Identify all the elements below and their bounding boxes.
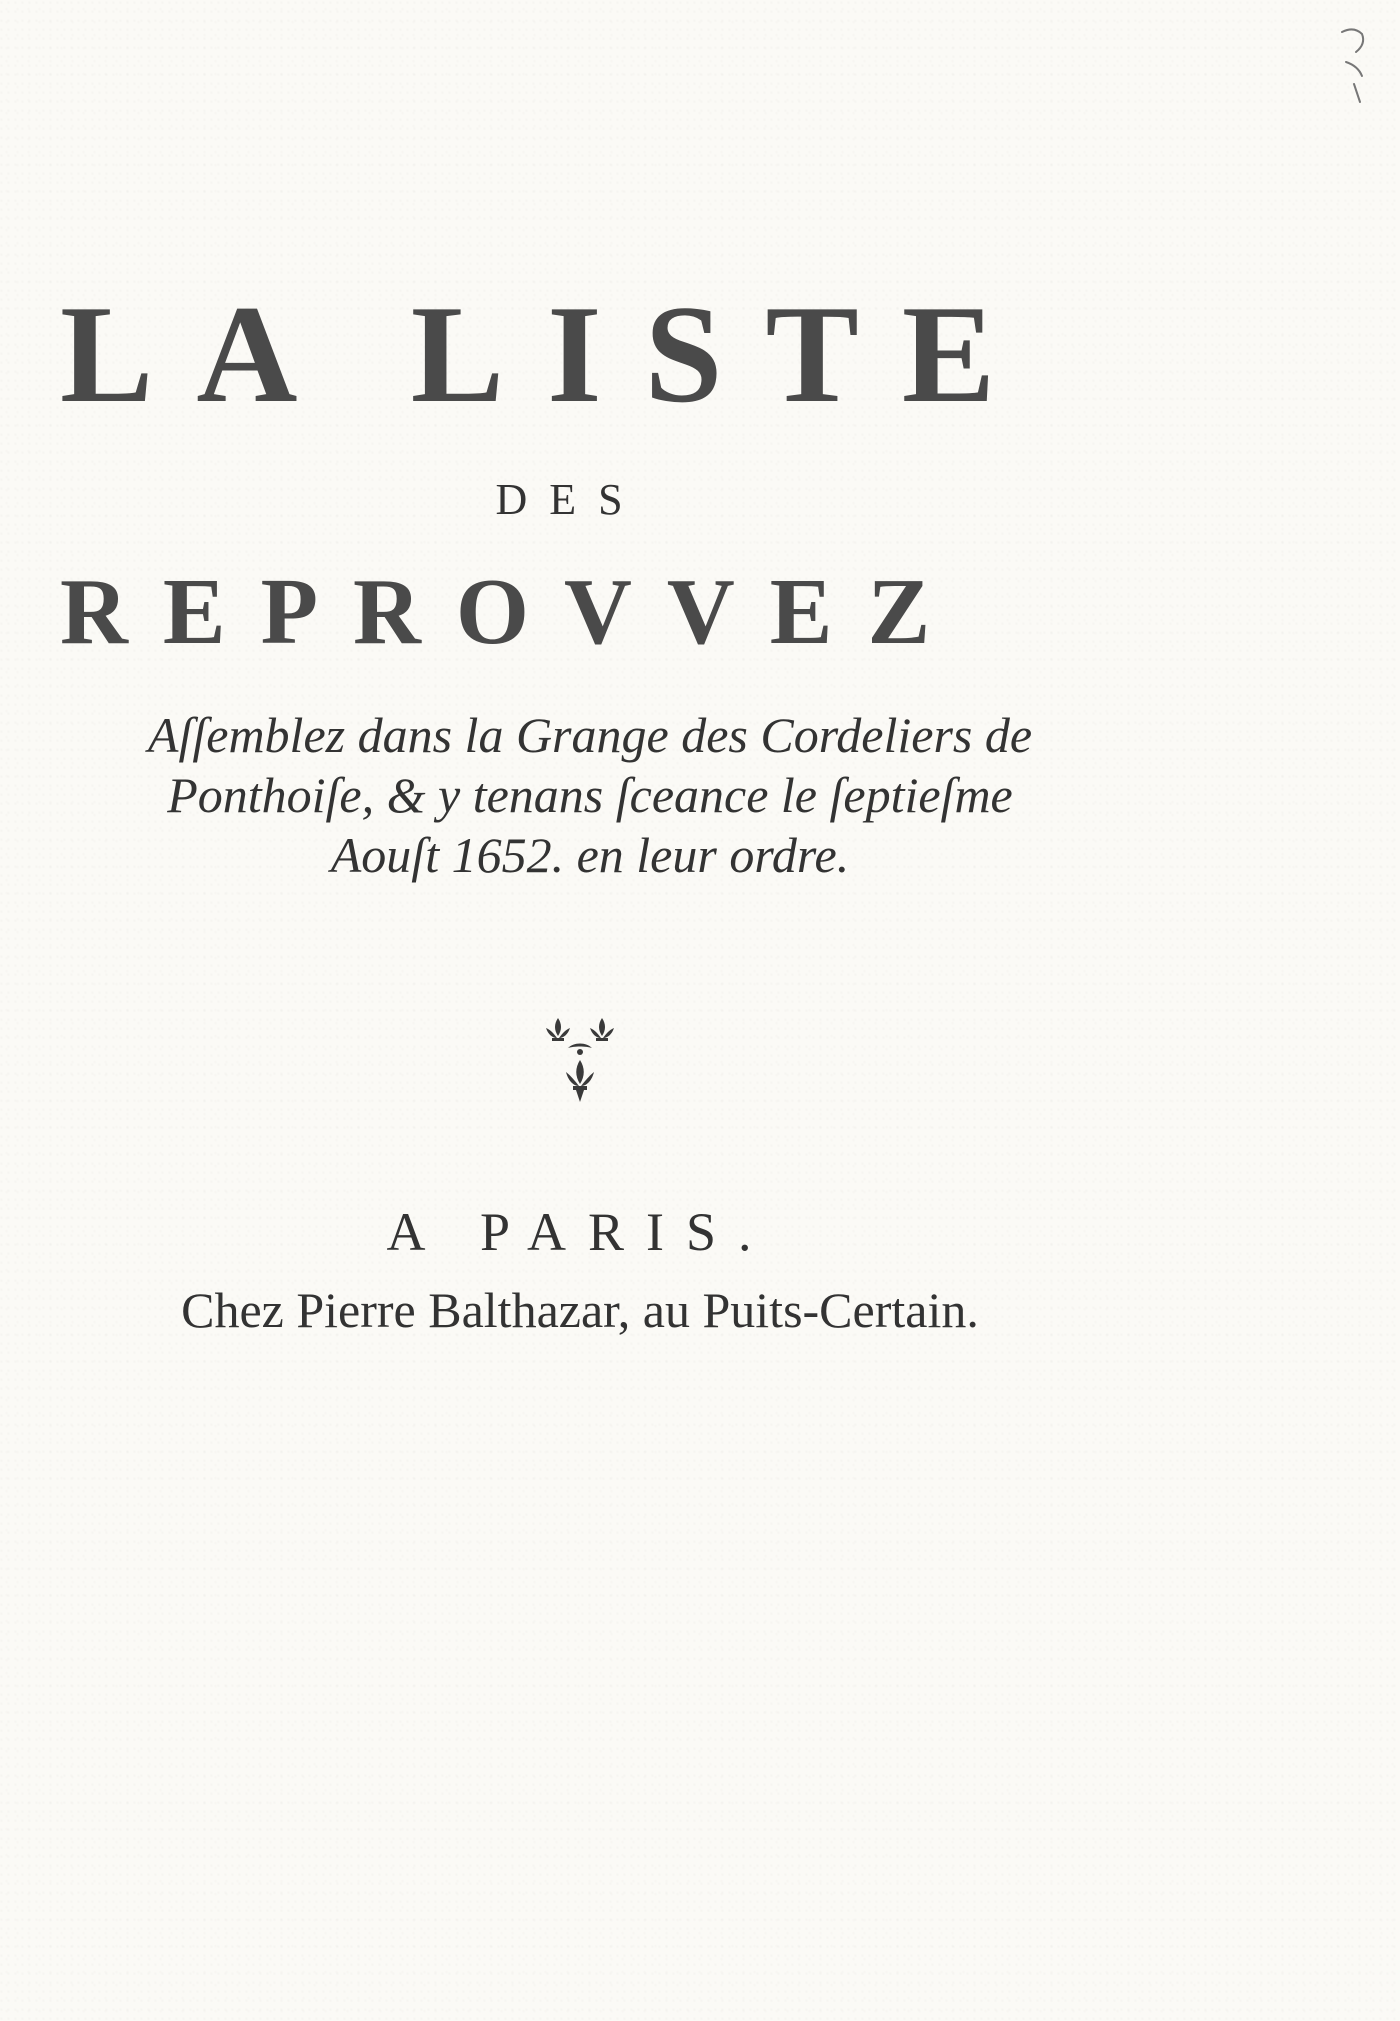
- title-line-reprouvez: REPROVVEZ: [60, 560, 966, 664]
- subtitle-line-3: Aouſt 1652. en leur ordre.: [330, 827, 850, 883]
- imprint-publisher: Chez Pierre Balthazar, au Puits-Certain.: [181, 1282, 979, 1338]
- subtitle-line-2: Ponthoiſe, & y tenans ſceance le ſeptieſme: [167, 767, 1013, 823]
- imprint-place: A PARIS.: [386, 1202, 774, 1262]
- title-line-la-liste: LA LISTE: [60, 277, 1039, 432]
- fleur-de-lis-icon: [530, 1010, 630, 1110]
- subtitle-line-1: Aſſemblez dans la Grange des Cordeliers de: [147, 707, 1033, 763]
- title-line-des: DES: [495, 475, 645, 524]
- page-corner-mark: [1332, 22, 1372, 112]
- subtitle: [60, 705, 1120, 885]
